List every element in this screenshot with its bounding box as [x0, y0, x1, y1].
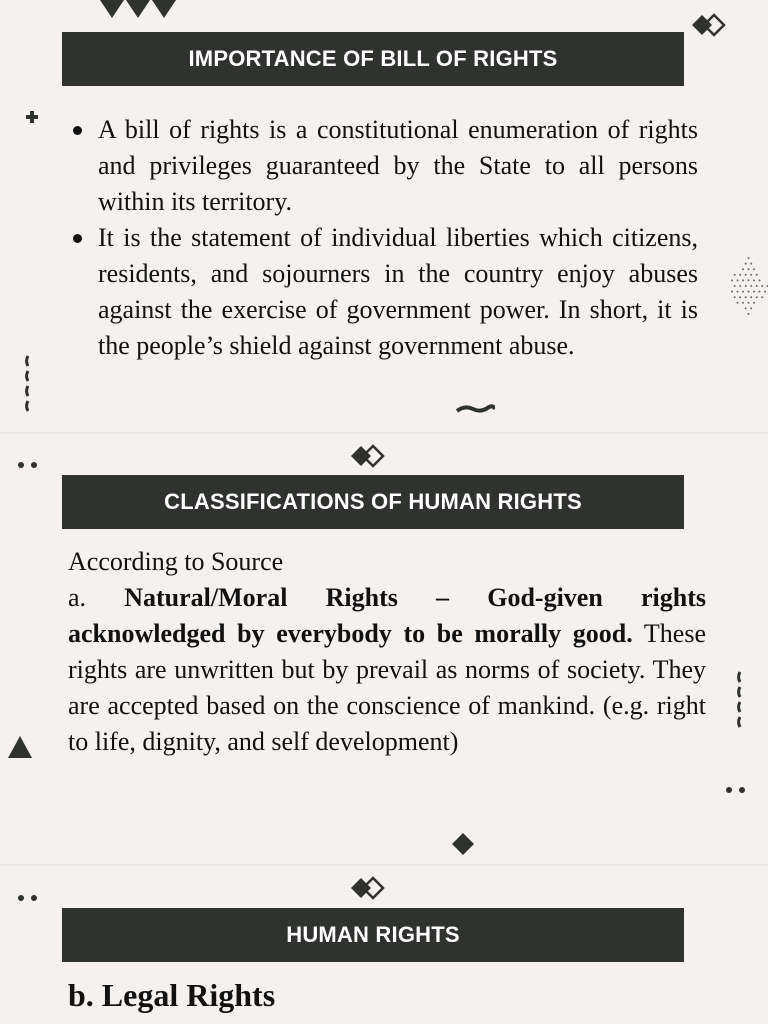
list-item — [70, 220, 698, 364]
dot-grid-icon — [728, 255, 768, 319]
banner-title: IMPORTANCE OF BILL OF RIGHTS — [62, 32, 684, 86]
two-dots-icon — [17, 461, 39, 469]
triangle-row-icon — [100, 0, 178, 18]
slide-classifications — [0, 434, 768, 864]
natural-rights-definition: Natural/Moral Rights – God-given rights acknowledged by everybody to be morally good. — [68, 583, 706, 648]
plus-icon — [26, 111, 38, 123]
two-dots-icon — [725, 786, 747, 794]
double-diamond-icon — [349, 444, 389, 468]
natural-rights-paragraph — [68, 580, 706, 760]
source-intro: According to Source — [68, 547, 284, 576]
natural-rights-description: These rights are unwritten but by prevail as norms of society. They are accepted based on the conscience of mankind. (e.g. right to life, dignity, and self development) — [68, 619, 706, 756]
bullet-dot — [73, 234, 82, 243]
item-prefix: a. — [68, 583, 87, 612]
bullet-text: A bill of rights is a constitutional enumeration of rights and privileges guaranteed by the State to all persons within its territory. — [98, 115, 698, 216]
double-diamond-icon — [349, 876, 389, 900]
arc-stack-icon — [8, 352, 36, 416]
double-diamond-icon — [690, 13, 730, 37]
banner-title: HUMAN RIGHTS — [62, 908, 684, 962]
arc-stack-icon — [720, 668, 748, 732]
slide-bill-of-rights — [0, 0, 768, 432]
slide-human-rights — [0, 866, 768, 1024]
list-item — [70, 112, 698, 220]
bullet-text: It is the statement of individual liberties which citizens, residents, and sojourners in the country enjoy abuses against the exercise of government power. In short, it is the people’s shield against government abuse. — [98, 223, 698, 360]
bullet-dot — [73, 126, 82, 135]
two-dots-icon — [17, 894, 39, 902]
triangle-icon — [8, 736, 32, 758]
legal-rights-heading: b. Legal Rights — [68, 977, 276, 1013]
banner-title: CLASSIFICATIONS OF HUMAN RIGHTS — [62, 475, 684, 529]
wave-icon — [455, 403, 495, 415]
bullet-list — [70, 112, 698, 364]
diamond-icon — [451, 832, 475, 856]
classification-text — [68, 544, 706, 760]
